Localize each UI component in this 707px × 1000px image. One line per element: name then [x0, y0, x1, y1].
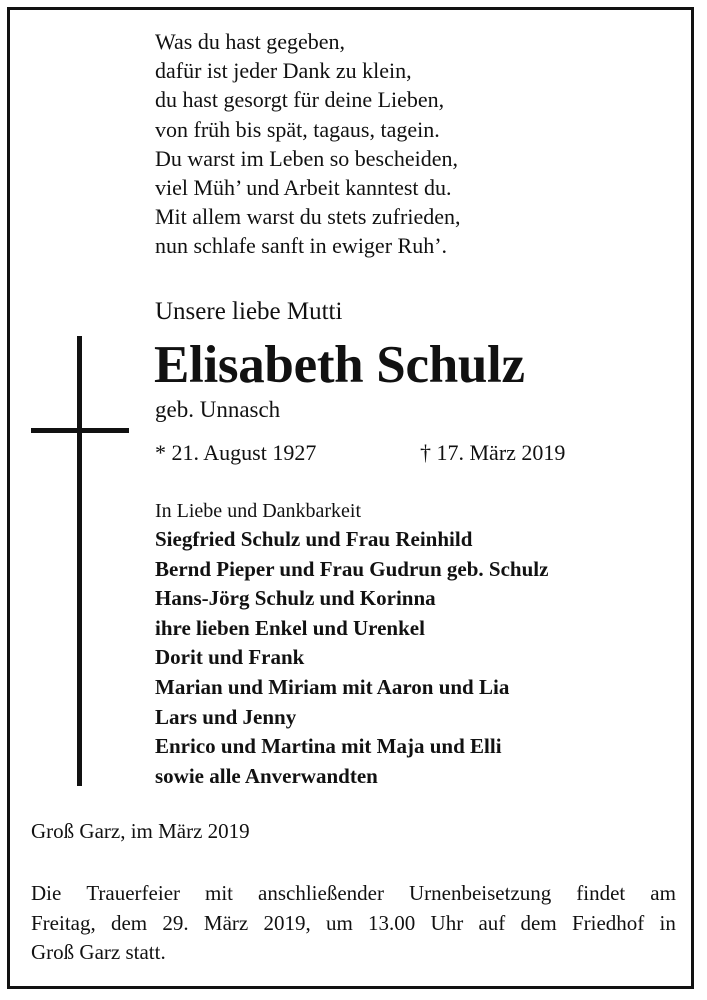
mourner-line: sowie alle Anverwandten [155, 763, 378, 788]
mourner-line: Lars und Jenny [155, 704, 297, 729]
cross-icon-horizontal-bar [31, 428, 129, 433]
funeral-notice-word: am [650, 881, 676, 905]
poem-line: Mit allem warst du stets zufrieden, [155, 204, 461, 230]
funeral-notice-word: Urnenbeisetzung [408, 881, 552, 905]
cross-icon-vertical-bar [77, 336, 82, 786]
poem-line: Du warst im Leben so bescheiden, [155, 145, 459, 171]
funeral-notice-word: Die [31, 881, 62, 905]
birth-date: * 21. August 1927 [155, 440, 317, 465]
mourner-line: ihre lieben Enkel und Urenkel [155, 615, 425, 640]
funeral-notice-word: anschließender [258, 881, 384, 905]
poem-line: nun schlafe sanft in ewiger Ruh’. [155, 233, 448, 259]
funeral-notice-word: 13.00 [368, 910, 416, 935]
mourner-line: Marian und Miriam mit Aaron und Lia [155, 674, 510, 699]
funeral-notice-word: März [203, 910, 249, 935]
funeral-notice-word: Freitag, [31, 910, 96, 935]
funeral-notice-line: Groß Garz statt. [31, 940, 166, 964]
funeral-notice-word: dem [520, 910, 557, 935]
poem-line: dafür ist jeder Dank zu klein, [155, 58, 412, 84]
poem-line: du hast gesorgt für deine Lieben, [155, 87, 445, 113]
memorial-poem [155, 27, 460, 261]
death-date: † 17. März 2019 [420, 440, 566, 465]
mourner-line: Hans-Jörg Schulz und Korinna [155, 586, 436, 611]
poem-line: Was du hast gegeben, [155, 29, 346, 54]
funeral-notice-word: auf [478, 910, 506, 935]
funeral-notice-word: Uhr [430, 910, 464, 935]
funeral-notice-word: mit [205, 881, 234, 905]
mourner-line: Dorit und Frank [155, 645, 305, 670]
funeral-notice-line [31, 909, 676, 939]
funeral-notice-line [31, 879, 676, 909]
funeral-notice [31, 879, 676, 968]
mourner-line: Siegfried Schulz und Frau Reinhild [155, 527, 473, 551]
poem-line: von früh bis spät, tagaus, tagein. [155, 116, 440, 142]
deceased-intro: Unsere liebe Mutti [155, 298, 343, 325]
funeral-notice-word: in [659, 910, 676, 935]
funeral-notice-word: um [325, 910, 353, 935]
funeral-notice-word: 29. [162, 910, 189, 935]
mourner-line: Enrico und Martina mit Maja und Elli [155, 734, 502, 759]
funeral-notice-word: findet [576, 881, 626, 905]
funeral-notice-word: dem [110, 910, 148, 935]
funeral-notice-word: 2019, [263, 910, 311, 935]
maiden-name: geb. Unnasch [155, 397, 281, 422]
mourners-list [155, 525, 548, 791]
place-date: Groß Garz, im März 2019 [31, 819, 250, 843]
funeral-notice-word: Friedhof [571, 910, 645, 935]
deceased-name: Elisabeth Schulz [154, 336, 525, 394]
funeral-notice-word: Trauerfeier [86, 881, 181, 905]
mourners-intro: In Liebe und Dankbarkeit [155, 500, 362, 522]
mourner-line: Bernd Pieper und Frau Gudrun geb. Schulz [155, 556, 549, 581]
poem-line: viel Müh’ und Arbeit kanntest du. [155, 175, 452, 201]
